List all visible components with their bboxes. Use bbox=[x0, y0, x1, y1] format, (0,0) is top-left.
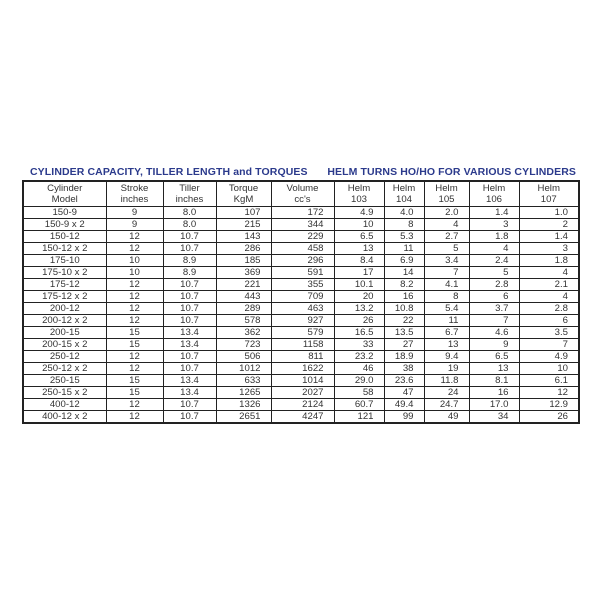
cell-tiller: 10.7 bbox=[163, 315, 216, 327]
header-torque bbox=[216, 181, 271, 207]
header-text: 103 bbox=[350, 194, 367, 205]
cell-helm-103: 6.5 bbox=[334, 231, 384, 243]
cell-helm-103: 13 bbox=[334, 243, 384, 255]
cell-tiller: 13.4 bbox=[163, 375, 216, 387]
cell-helm-103: 10.1 bbox=[334, 279, 384, 291]
cell-stroke: 9 bbox=[106, 219, 163, 231]
header-helm-107 bbox=[519, 181, 579, 207]
cell-torque: 286 bbox=[216, 243, 271, 255]
cell-volume: 4247 bbox=[271, 411, 334, 424]
cell-torque: 723 bbox=[216, 339, 271, 351]
cell-volume: 811 bbox=[271, 351, 334, 363]
cell-helm-107: 12 bbox=[519, 387, 579, 399]
cell-tiller: 10.7 bbox=[163, 279, 216, 291]
header-text: Cylinder bbox=[47, 183, 83, 194]
cell-cylinder-model: 200-12 x 2 bbox=[23, 315, 106, 327]
cell-tiller: 13.4 bbox=[163, 327, 216, 339]
cell-tiller: 10.7 bbox=[163, 303, 216, 315]
table-row bbox=[23, 327, 579, 339]
cell-helm-105: 19 bbox=[424, 363, 469, 375]
cell-helm-104: 38 bbox=[384, 363, 424, 375]
cell-helm-106: 8.1 bbox=[469, 375, 519, 387]
cell-tiller: 8.9 bbox=[163, 255, 216, 267]
cell-helm-106: 6.5 bbox=[469, 351, 519, 363]
cell-helm-107: 4.9 bbox=[519, 351, 579, 363]
cell-cylinder-model: 150-12 bbox=[23, 231, 106, 243]
cell-torque: 2651 bbox=[216, 411, 271, 424]
header-row bbox=[23, 181, 579, 207]
cell-torque: 107 bbox=[216, 207, 271, 219]
header-text: Helm bbox=[537, 183, 560, 194]
cell-helm-106: 9 bbox=[469, 339, 519, 351]
cell-cylinder-model: 175-10 x 2 bbox=[23, 267, 106, 279]
cell-helm-104: 16 bbox=[384, 291, 424, 303]
cell-tiller: 10.7 bbox=[163, 411, 216, 424]
table-row bbox=[23, 255, 579, 267]
cell-helm-106: 1.8 bbox=[469, 231, 519, 243]
cell-helm-103: 20 bbox=[334, 291, 384, 303]
cell-cylinder-model: 150-12 x 2 bbox=[23, 243, 106, 255]
table-row bbox=[23, 303, 579, 315]
cell-stroke: 12 bbox=[106, 399, 163, 411]
cylinder-table bbox=[22, 180, 580, 424]
cell-cylinder-model: 150-9 bbox=[23, 207, 106, 219]
cell-torque: 443 bbox=[216, 291, 271, 303]
cell-helm-103: 10 bbox=[334, 219, 384, 231]
cell-helm-105: 13 bbox=[424, 339, 469, 351]
header-text: inches bbox=[175, 194, 204, 205]
cell-helm-105: 5 bbox=[424, 243, 469, 255]
cell-tiller: 10.7 bbox=[163, 399, 216, 411]
header-text: Helm bbox=[347, 183, 371, 194]
cell-stroke: 12 bbox=[106, 303, 163, 315]
cell-stroke: 9 bbox=[106, 207, 163, 219]
header-text: Tiller bbox=[179, 183, 200, 194]
header-text: Torque bbox=[228, 183, 259, 194]
cell-helm-103: 58 bbox=[334, 387, 384, 399]
header-text: Helm bbox=[435, 183, 458, 194]
cell-helm-103: 13.2 bbox=[334, 303, 384, 315]
cell-helm-106: 4.6 bbox=[469, 327, 519, 339]
cell-helm-104: 47 bbox=[384, 387, 424, 399]
cell-cylinder-model: 200-15 x 2 bbox=[23, 339, 106, 351]
cell-tiller: 10.7 bbox=[163, 291, 216, 303]
cell-helm-106: 17.0 bbox=[469, 399, 519, 411]
cell-torque: 215 bbox=[216, 219, 271, 231]
cell-helm-105: 7 bbox=[424, 267, 469, 279]
cell-helm-104: 22 bbox=[384, 315, 424, 327]
cell-torque: 506 bbox=[216, 351, 271, 363]
header-tiller bbox=[163, 181, 216, 207]
cell-helm-107: 26 bbox=[519, 411, 579, 424]
header-text: inches bbox=[120, 194, 149, 205]
cell-cylinder-model: 250-15 bbox=[23, 375, 106, 387]
cell-volume: 458 bbox=[271, 243, 334, 255]
cell-stroke: 12 bbox=[106, 243, 163, 255]
cell-helm-105: 2.0 bbox=[424, 207, 469, 219]
cell-helm-104: 18.9 bbox=[384, 351, 424, 363]
cell-volume: 344 bbox=[271, 219, 334, 231]
header-text: Helm bbox=[482, 183, 506, 194]
cell-helm-106: 6 bbox=[469, 291, 519, 303]
cell-volume: 463 bbox=[271, 303, 334, 315]
cell-helm-105: 3.4 bbox=[424, 255, 469, 267]
cell-torque: 1265 bbox=[216, 387, 271, 399]
cell-cylinder-model: 400-12 bbox=[23, 399, 106, 411]
cell-tiller: 10.7 bbox=[163, 243, 216, 255]
cell-helm-106: 4 bbox=[469, 243, 519, 255]
cell-torque: 1012 bbox=[216, 363, 271, 375]
cell-helm-103: 4.9 bbox=[334, 207, 384, 219]
header-helm-105 bbox=[424, 181, 469, 207]
cell-helm-104: 13.5 bbox=[384, 327, 424, 339]
cell-helm-105: 2.7 bbox=[424, 231, 469, 243]
cell-stroke: 12 bbox=[106, 315, 163, 327]
cell-stroke: 15 bbox=[106, 339, 163, 351]
cell-helm-104: 14 bbox=[384, 267, 424, 279]
cell-stroke: 15 bbox=[106, 327, 163, 339]
cell-helm-103: 46 bbox=[334, 363, 384, 375]
cell-torque: 185 bbox=[216, 255, 271, 267]
cell-stroke: 10 bbox=[106, 255, 163, 267]
cell-tiller: 8.0 bbox=[163, 207, 216, 219]
cell-stroke: 12 bbox=[106, 279, 163, 291]
header-cylinder-model bbox=[23, 181, 106, 207]
cell-helm-106: 3 bbox=[469, 219, 519, 231]
cell-volume: 1014 bbox=[271, 375, 334, 387]
table-row bbox=[23, 411, 579, 424]
cell-tiller: 13.4 bbox=[163, 387, 216, 399]
cell-helm-103: 60.7 bbox=[334, 399, 384, 411]
cell-helm-107: 3.5 bbox=[519, 327, 579, 339]
header-text: Volume bbox=[286, 183, 319, 194]
header-helm-103 bbox=[334, 181, 384, 207]
cell-torque: 578 bbox=[216, 315, 271, 327]
cell-volume: 172 bbox=[271, 207, 334, 219]
table-row bbox=[23, 219, 579, 231]
cell-cylinder-model: 250-12 bbox=[23, 351, 106, 363]
cell-helm-105: 24 bbox=[424, 387, 469, 399]
cell-cylinder-model: 200-15 bbox=[23, 327, 106, 339]
table-row bbox=[23, 279, 579, 291]
cell-helm-103: 17 bbox=[334, 267, 384, 279]
cell-stroke: 10 bbox=[106, 267, 163, 279]
cell-helm-107: 2.8 bbox=[519, 303, 579, 315]
cell-helm-105: 4 bbox=[424, 219, 469, 231]
cell-helm-106: 5 bbox=[469, 267, 519, 279]
header-text: 105 bbox=[438, 194, 455, 205]
cell-stroke: 12 bbox=[106, 363, 163, 375]
cell-helm-105: 9.4 bbox=[424, 351, 469, 363]
cell-helm-103: 33 bbox=[334, 339, 384, 351]
cell-volume: 709 bbox=[271, 291, 334, 303]
header-helm-106 bbox=[469, 181, 519, 207]
cell-torque: 369 bbox=[216, 267, 271, 279]
table-row bbox=[23, 291, 579, 303]
cell-helm-107: 7 bbox=[519, 339, 579, 351]
header-text: 104 bbox=[395, 194, 412, 205]
cell-stroke: 12 bbox=[106, 291, 163, 303]
table-row bbox=[23, 267, 579, 279]
cell-helm-106: 13 bbox=[469, 363, 519, 375]
cell-helm-105: 49 bbox=[424, 411, 469, 424]
cell-helm-106: 7 bbox=[469, 315, 519, 327]
cell-stroke: 12 bbox=[106, 351, 163, 363]
header-text: 107 bbox=[540, 194, 557, 205]
cell-cylinder-model: 200-12 bbox=[23, 303, 106, 315]
cell-tiller: 13.4 bbox=[163, 339, 216, 351]
table-row bbox=[23, 387, 579, 399]
cell-torque: 633 bbox=[216, 375, 271, 387]
table-row bbox=[23, 315, 579, 327]
cell-stroke: 12 bbox=[106, 411, 163, 424]
cell-torque: 362 bbox=[216, 327, 271, 339]
cell-volume: 579 bbox=[271, 327, 334, 339]
cell-volume: 1622 bbox=[271, 363, 334, 375]
cell-stroke: 15 bbox=[106, 387, 163, 399]
helm-turns-title: HELM TURNS HO/HO FOR VARIOUS CYLINDERS bbox=[327, 166, 576, 178]
header-volume bbox=[271, 181, 334, 207]
cell-tiller: 8.0 bbox=[163, 219, 216, 231]
cell-cylinder-model: 250-12 x 2 bbox=[23, 363, 106, 375]
cell-tiller: 10.7 bbox=[163, 363, 216, 375]
cell-helm-103: 23.2 bbox=[334, 351, 384, 363]
table-row bbox=[23, 243, 579, 255]
cell-helm-107: 4 bbox=[519, 267, 579, 279]
cell-helm-104: 8.2 bbox=[384, 279, 424, 291]
cell-helm-107: 1.8 bbox=[519, 255, 579, 267]
header-text: Model bbox=[51, 194, 78, 205]
cell-helm-103: 121 bbox=[334, 411, 384, 424]
cell-helm-103: 29.0 bbox=[334, 375, 384, 387]
cell-stroke: 15 bbox=[106, 375, 163, 387]
cell-volume: 2027 bbox=[271, 387, 334, 399]
table-row bbox=[23, 351, 579, 363]
cell-torque: 143 bbox=[216, 231, 271, 243]
cell-cylinder-model: 175-12 bbox=[23, 279, 106, 291]
cell-volume: 1158 bbox=[271, 339, 334, 351]
cell-helm-106: 2.8 bbox=[469, 279, 519, 291]
cell-helm-103: 26 bbox=[334, 315, 384, 327]
table-row bbox=[23, 399, 579, 411]
cell-helm-107: 3 bbox=[519, 243, 579, 255]
cell-helm-104: 11 bbox=[384, 243, 424, 255]
table-row bbox=[23, 363, 579, 375]
header-text: Helm bbox=[392, 183, 416, 194]
cell-volume: 927 bbox=[271, 315, 334, 327]
cell-volume: 2124 bbox=[271, 399, 334, 411]
cell-helm-103: 8.4 bbox=[334, 255, 384, 267]
cell-helm-107: 10 bbox=[519, 363, 579, 375]
cell-tiller: 10.7 bbox=[163, 231, 216, 243]
cell-cylinder-model: 175-10 bbox=[23, 255, 106, 267]
cell-helm-104: 4.0 bbox=[384, 207, 424, 219]
cell-tiller: 8.9 bbox=[163, 267, 216, 279]
cell-helm-103: 16.5 bbox=[334, 327, 384, 339]
table-row bbox=[23, 231, 579, 243]
cell-helm-105: 5.4 bbox=[424, 303, 469, 315]
cell-helm-105: 11.8 bbox=[424, 375, 469, 387]
cell-helm-106: 2.4 bbox=[469, 255, 519, 267]
cell-volume: 591 bbox=[271, 267, 334, 279]
cell-helm-107: 1.0 bbox=[519, 207, 579, 219]
cell-helm-104: 23.6 bbox=[384, 375, 424, 387]
cell-torque: 1326 bbox=[216, 399, 271, 411]
cell-helm-105: 24.7 bbox=[424, 399, 469, 411]
table-row bbox=[23, 207, 579, 219]
cell-cylinder-model: 175-12 x 2 bbox=[23, 291, 106, 303]
cell-volume: 296 bbox=[271, 255, 334, 267]
cell-helm-105: 6.7 bbox=[424, 327, 469, 339]
header-text: 106 bbox=[485, 194, 502, 205]
cell-helm-107: 12.9 bbox=[519, 399, 579, 411]
cell-helm-106: 34 bbox=[469, 411, 519, 424]
cell-torque: 289 bbox=[216, 303, 271, 315]
header-text: Stroke bbox=[120, 183, 149, 194]
cell-cylinder-model: 400-12 x 2 bbox=[23, 411, 106, 424]
cell-helm-105: 8 bbox=[424, 291, 469, 303]
cell-helm-105: 11 bbox=[424, 315, 469, 327]
cell-helm-104: 6.9 bbox=[384, 255, 424, 267]
cell-volume: 355 bbox=[271, 279, 334, 291]
cell-cylinder-model: 250-15 x 2 bbox=[23, 387, 106, 399]
header-stroke bbox=[106, 181, 163, 207]
cell-helm-104: 5.3 bbox=[384, 231, 424, 243]
header-text: cc's bbox=[294, 194, 311, 205]
cell-helm-106: 1.4 bbox=[469, 207, 519, 219]
cell-helm-107: 2.1 bbox=[519, 279, 579, 291]
cell-helm-106: 16 bbox=[469, 387, 519, 399]
cell-helm-107: 1.4 bbox=[519, 231, 579, 243]
cell-helm-107: 6 bbox=[519, 315, 579, 327]
table-row bbox=[23, 339, 579, 351]
cell-stroke: 12 bbox=[106, 231, 163, 243]
cell-helm-104: 99 bbox=[384, 411, 424, 424]
cell-helm-104: 10.8 bbox=[384, 303, 424, 315]
cell-tiller: 10.7 bbox=[163, 351, 216, 363]
cell-helm-106: 3.7 bbox=[469, 303, 519, 315]
cell-torque: 221 bbox=[216, 279, 271, 291]
cell-helm-104: 27 bbox=[384, 339, 424, 351]
cylinder-capacity-title: CYLINDER CAPACITY, TILLER LENGTH and TORQUES bbox=[30, 166, 308, 178]
cell-helm-105: 4.1 bbox=[424, 279, 469, 291]
cell-cylinder-model: 150-9 x 2 bbox=[23, 219, 106, 231]
table-row bbox=[23, 375, 579, 387]
cell-helm-107: 4 bbox=[519, 291, 579, 303]
header-text: KgM bbox=[233, 194, 254, 205]
cell-volume: 229 bbox=[271, 231, 334, 243]
header-helm-104 bbox=[384, 181, 424, 207]
cell-helm-107: 6.1 bbox=[519, 375, 579, 387]
cell-helm-104: 8 bbox=[384, 219, 424, 231]
cell-helm-104: 49.4 bbox=[384, 399, 424, 411]
cell-helm-107: 2 bbox=[519, 219, 579, 231]
